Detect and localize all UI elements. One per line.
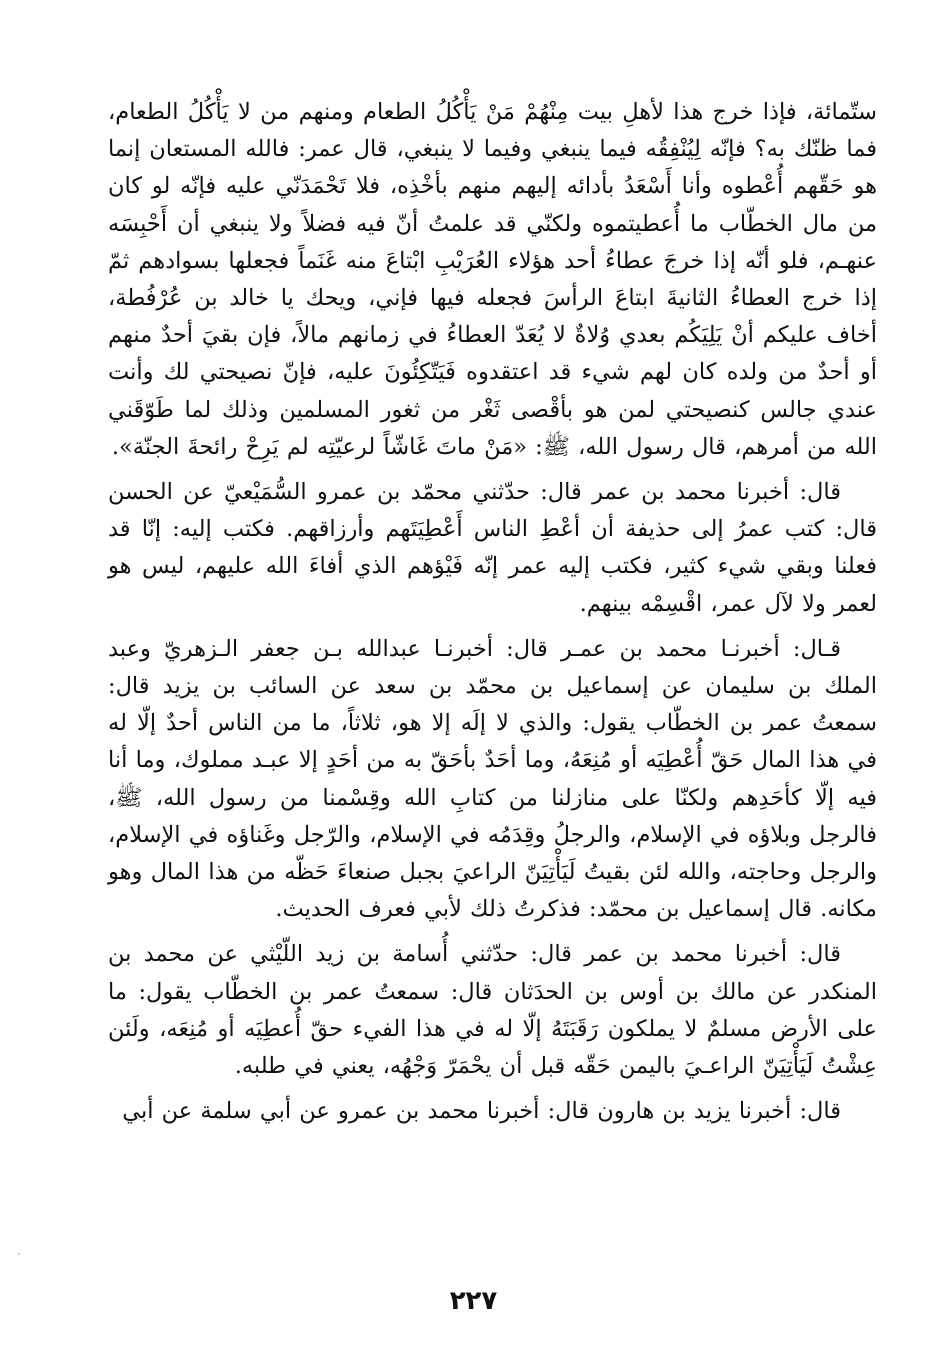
paragraph-4: قال: أخبرنا محمد بن عمر قال: حدّثني أُسامة بن زيد اللّيْثي عن محمد بن المنكدر عن مالك بن أوس بن الحدَثان قال: سمعتُ عمر بن الخطّاب يقول: ما على الأرض مسلمٌ لا يملكون رَقَبَتَهُ إلّا له في هذا الفيء حقّ أُعطِيَه أو مُنِعَه، ولَئن عِشْتُ لَيَأْتِيَنّ الراعـيَ باليمن حَقّه قبل أن يحْمَرّ وَجْهُه، يعني في طلبه. — [108, 941, 877, 1080]
paragraph-2: قال: أخبرنا محمد بن عمر قال: حدّثني محمّد بن عمرو السُّمَيْعيّ عن الحسن قال: كتب عمرُ إلى حذيفة أن أعْطِ الناس أَعْطِيَتَهم وأرزاقهم. فكتب إليه: إنّا قد فعلنا وبقي شيء كثير، فكتب إليه عمر إنّه فَيْؤهم الذي أفاءَ الله عليهم، ليس هو لعمر ولا لآل عمر، اقْسِمْه بينهم. — [108, 479, 877, 617]
scan-speck — [18, 1253, 20, 1255]
paragraph-3: قـال: أخبرنـا محمد بن عمـر قال: أخبرنـا عبدالله بـن جعفر الـزهريّ وعبد الملك بن سليمان عن إسماعيل بن محمّد بن سعد عن السائب بن يزيد قال: سمعتُ عمر بن الخطّاب يقول: والذي لا إلَه إلا هو، ثلاثاً، ما من الناس أحدٌ إلّا له في هذا المال حَقّ أُعْطِيَه أو مُنِعَهُ، وما أحَدٌ بأحَقّ به من أحَدٍ إلا عبـد مملوك، وما أنا فيه إلّا كأحَدِهم ولكنّا على منازلنا من كتابِ الله وقِسْمنا من رسول الله، ﷺ، فالرجل وبلاؤه في الإسلام، والرجلُ وقِدَمُه في الإسلام، والرّجل وغَناؤه في الإسلام، والرجل وحاجته، والله لئن بقيتُ لَيَأْتِيَنّ الراعيَ بجبل صنعاءَ حَظّه من هذا المال وهو مكانه. قال إسماعيل بن محمّد: فذكرتُ ذلك لأبي فعرف الحديث. — [108, 635, 877, 923]
paragraph-5: قال: أخبرنا يزيد بن هارون قال: أخبرنا محمد بن عمرو عن أبي سلمة عن أبي — [122, 1098, 841, 1125]
paragraph-1: ستّمائة، فإذا خرج هذا لأهلِ بيت مِنْهُمْ مَنْ يَأْكُلُ الطعام ومنهم من لا يَأْكُلُ الطعام، فما ظنّك به؟ فإنّه لِيُنْفِقُه فيما ينبغي وفيما لا ينبغي، قال عمر: فالله المستعان إنما هو حَقّهم أُعْطوه وأنا أَسْعَدُ بأدائه إليهم منهم بأخْذِه، فلا تَحْمَدَنّي عليه فإنّه لو كان من مال الخطّاب ما أُعطيتموه ولكنّي قد علمتُ أنّ فيه فضلاً ولا ينبغي أن أَحْبِسَه عنهـم، فلو أنّه إذا خرجَ عطاءُ أحد هؤلاء العُرَيْبِ ابْتاعَ منه غَنَماً فجعلها بسوادهم ثمّ إذا خرج العطاءُ الثانيةَ ابتاعَ الرأسَ فجعله فيها فإني، ويحك يا خالد بن عُرْفُطة، أخاف عليكم أنْ يَلِيَكُم بعدي وُلاةٌ لا يُعَدّ العطاءُ في زمانهم مالاً، فإن بقيَ أحدٌ منهم أو أحدٌ من ولده كان لهم شيء قد اعتقدوه فَيَتّكِئُونَ عليه، فإنّ نصيحتي لك وأنت عندي جالس كنصيحتي لمن هو بأقْصى ثَغْر من ثغور المسلمين وذلك لما طَوّقَني الله من أمرهم، قال رسول الله، ﷺ: «مَنْ ماتَ غَاشّاً لرعيّتِه لم يَرِحْ رائحةَ الجنّة». — [108, 99, 877, 460]
body-text — [108, 94, 877, 1130]
page-number: ٢٢٧ — [449, 1286, 498, 1316]
